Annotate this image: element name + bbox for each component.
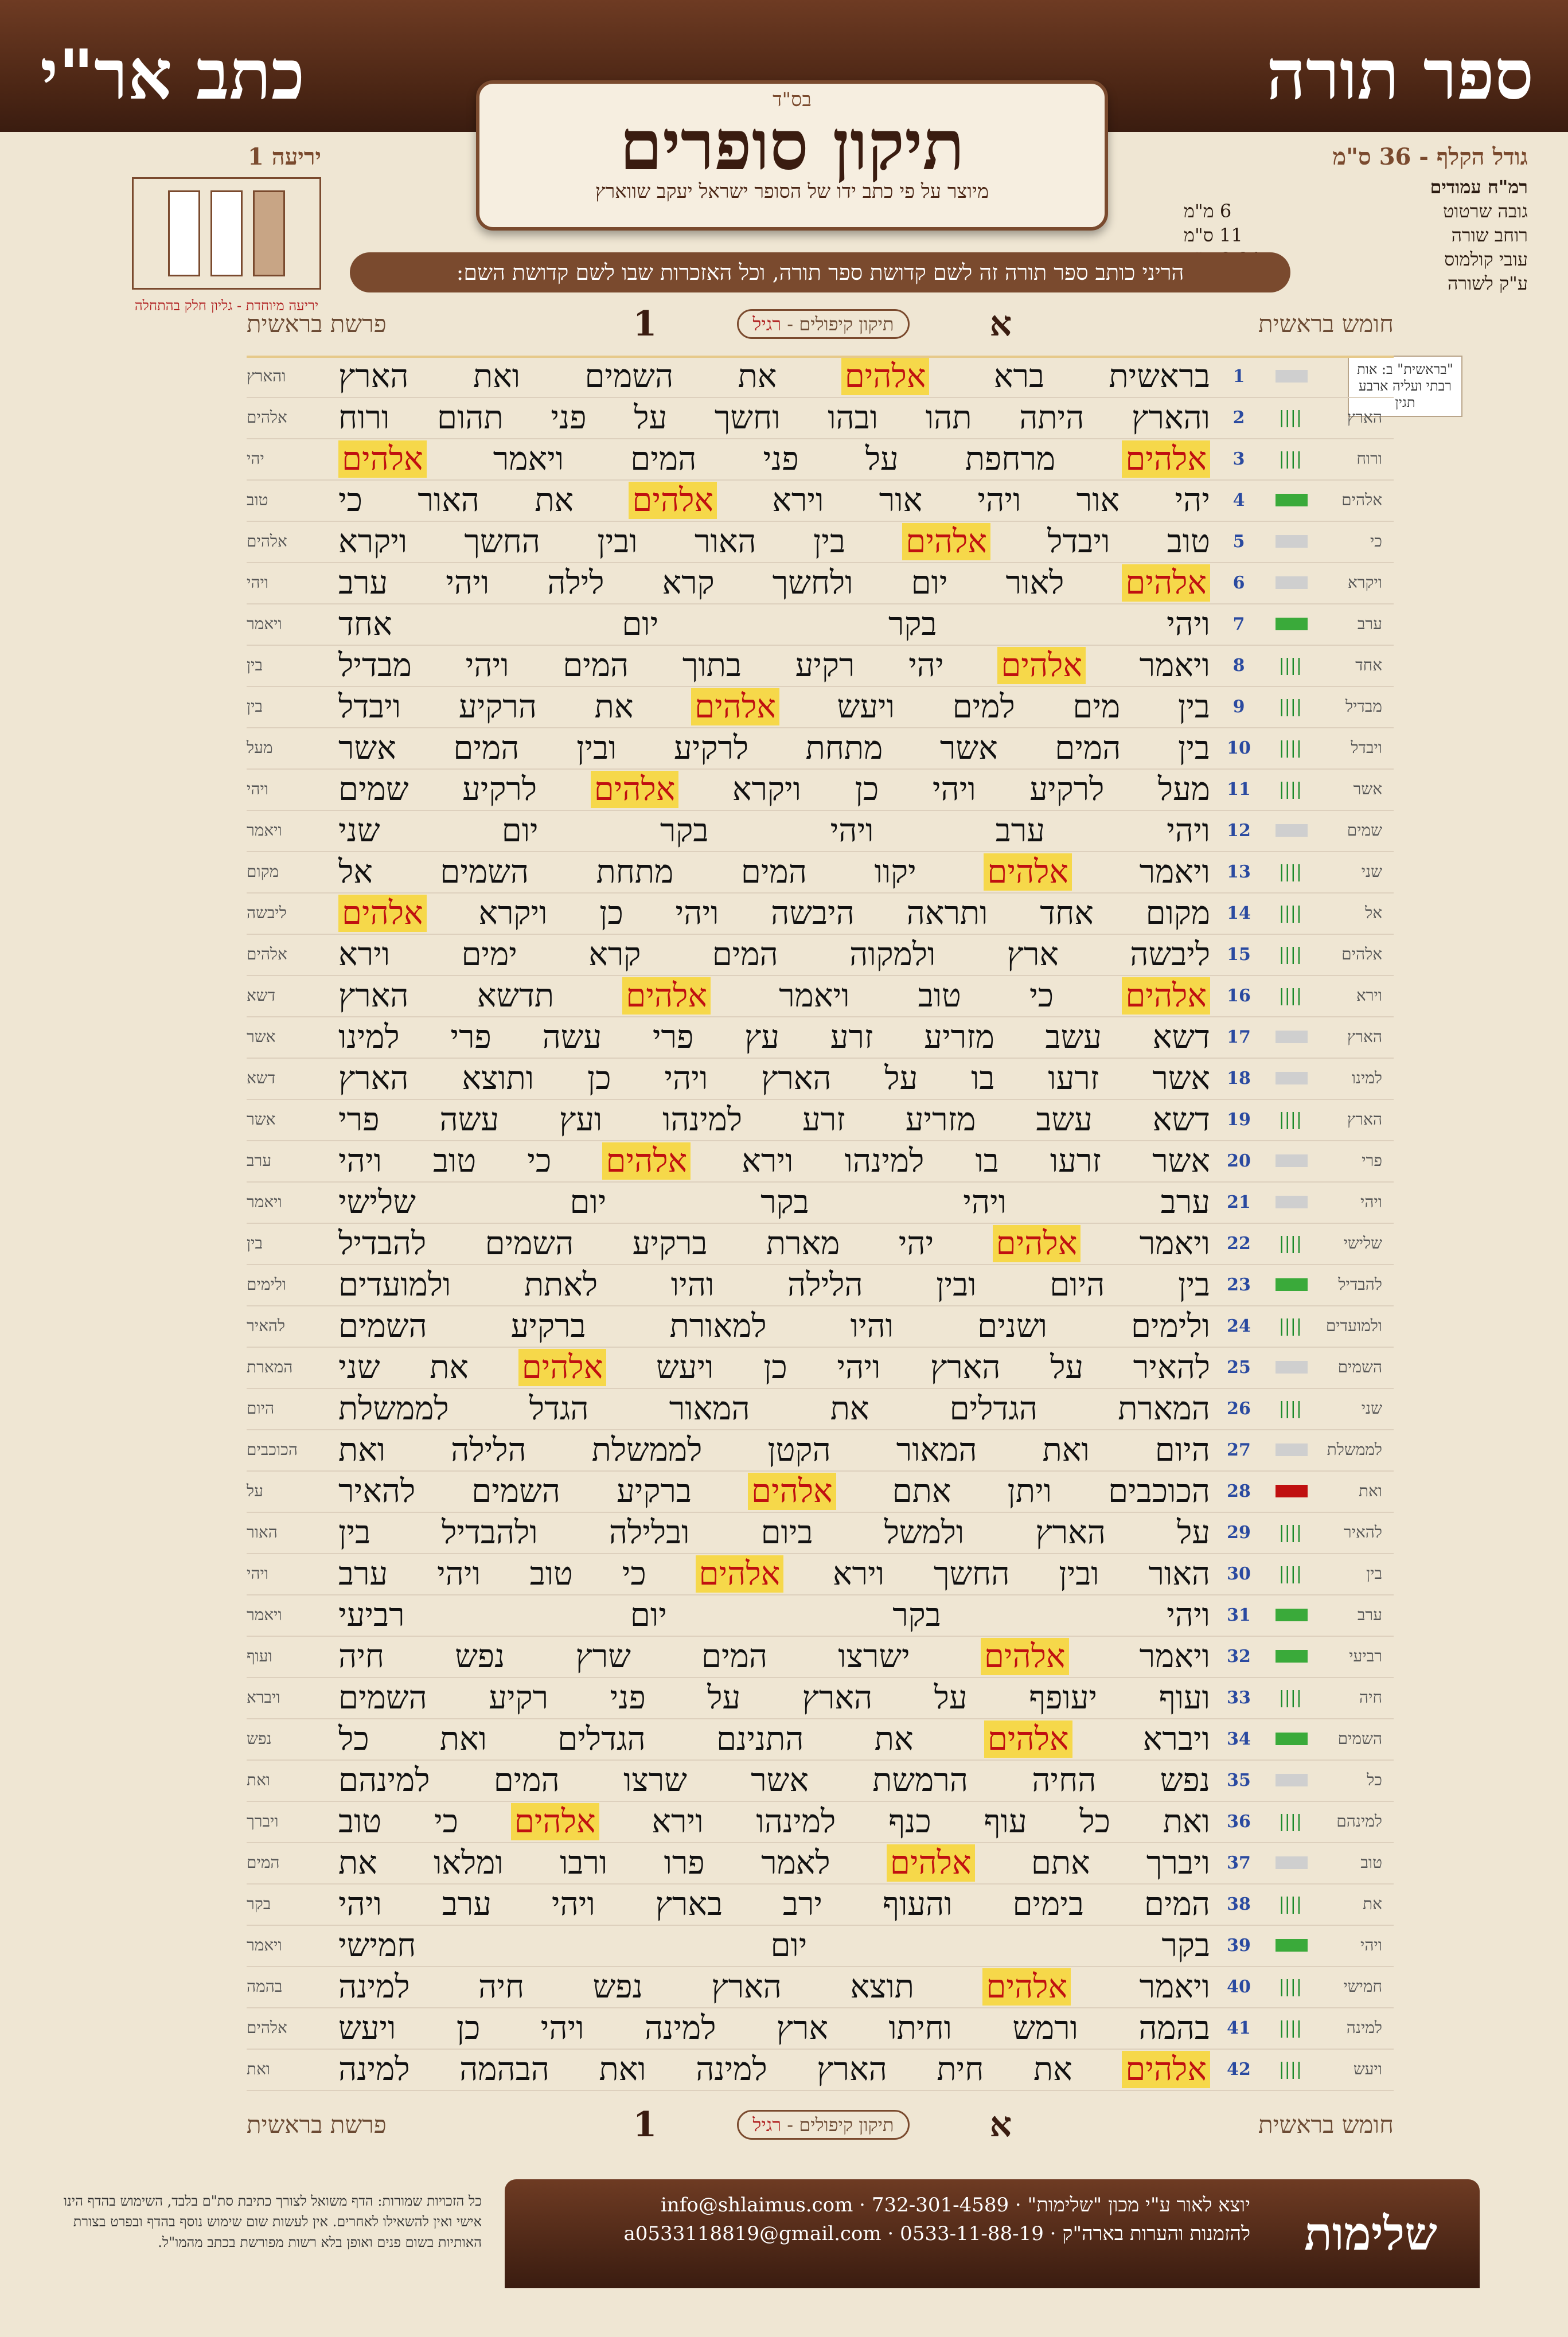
torah-text: ואת כל עוף כנף למינהו וירא אלהים כי טוב	[338, 1803, 1210, 1840]
catchword-left: מקום	[247, 862, 279, 881]
specs-title: גודל הקלף - 36 ס"מ	[1332, 143, 1528, 170]
line-status-mark	[1276, 1485, 1308, 1497]
torah-text: נפש החיה הרמשת אשר שרצו המים למינהם	[338, 1761, 1210, 1799]
catchword-left: ויברא	[247, 1688, 280, 1707]
footer-bar	[505, 2179, 1480, 2288]
line-status-bars: ||||	[1278, 1398, 1302, 1419]
text-line	[247, 1512, 1394, 1554]
catchword-right: ויקרא	[1347, 573, 1382, 592]
torah-text: ועוף יעופף על הארץ על פני רקיע השמים	[338, 1679, 1210, 1716]
contact-info	[623, 2191, 1250, 2248]
chumash-label: חומש בראשית	[1258, 310, 1394, 338]
line-number: 2	[1232, 407, 1245, 428]
catchword-left: דשא	[247, 1068, 276, 1087]
spec-row	[1184, 200, 1528, 222]
catchword-left: בין	[247, 697, 263, 716]
line-status-mark	[1276, 1031, 1308, 1043]
catchword-left: ועוף	[247, 1647, 272, 1665]
text-line	[247, 1677, 1394, 1719]
line-number: 38	[1227, 1894, 1251, 1914]
line-status-bars: ||||	[1278, 1687, 1302, 1708]
catchword-right: ואת	[1358, 1481, 1382, 1500]
line-status-mark	[1276, 1856, 1308, 1869]
fold-pill: תיקון קיפולים - רגיל	[737, 2110, 909, 2140]
line-number: 24	[1227, 1316, 1251, 1336]
line-status-bars: ||||	[1278, 738, 1302, 758]
line-status-mark	[1276, 370, 1308, 383]
text-line	[247, 727, 1394, 770]
catchword-right: שלישי	[1343, 1234, 1382, 1253]
catchword-left: בקר	[247, 1894, 271, 1913]
line-number: 21	[1227, 1192, 1251, 1212]
line-status-mark	[1276, 618, 1308, 630]
spec-value: 6 מ"מ	[1184, 200, 1232, 222]
torah-text: אלהים מרחפת על פני המים ויאמר אלהים	[338, 440, 1210, 478]
line-status-bars: ||||	[1278, 655, 1302, 676]
line-number: 14	[1227, 903, 1251, 923]
catchword-right: ולמועדים	[1325, 1316, 1382, 1335]
catchword-left: ויאמר	[247, 1936, 282, 1954]
torah-text: בהמה ורמש וחיתו ארץ למינה ויהי כן ויעש	[338, 2009, 1210, 2047]
torah-text: האור ובין החשך וירא אלהים כי טוב ויהי ערב	[338, 1555, 1210, 1593]
catchword-left: אשר	[247, 1110, 276, 1129]
text-line	[247, 810, 1394, 852]
text-line	[247, 1925, 1394, 1967]
title-plaque	[476, 80, 1108, 231]
column-number: 1	[633, 304, 657, 344]
text-line	[247, 356, 1394, 398]
line-status-bars: ||||	[1278, 1316, 1302, 1336]
text-line	[247, 1016, 1394, 1059]
catchword-right: מבדיל	[1345, 697, 1382, 716]
line-status-mark	[1276, 494, 1308, 506]
text-line	[247, 1883, 1394, 1926]
torah-text: דשא עשב מזריע זרע למינהו ועץ עשה פרי	[338, 1101, 1210, 1138]
text-line	[247, 1305, 1394, 1348]
line-number: 17	[1227, 1027, 1251, 1047]
catchword-right: להאיר	[1343, 1523, 1382, 1542]
torah-text: ערב ויהי בקר יום שלישי	[338, 1183, 1210, 1221]
catchword-left: ליבשה	[247, 903, 287, 922]
line-number: 42	[1227, 2059, 1251, 2079]
line-status-mark	[1276, 1650, 1308, 1663]
catchword-right: הארץ	[1347, 1027, 1382, 1046]
text-line	[247, 562, 1394, 604]
side-note: "בראשית" ב: אות רבתי ועליה ארבע תגין	[1348, 356, 1462, 417]
line-status-bars: ||||	[1278, 1894, 1302, 1914]
page-header-bottom	[247, 2105, 1394, 2145]
catchword-left: ולימים	[247, 1275, 287, 1294]
right-title: ספר תורה	[1266, 34, 1534, 115]
line-status-mark	[1276, 824, 1308, 837]
text-line	[247, 1718, 1394, 1761]
line-status-mark	[1276, 1609, 1308, 1621]
declaration-banner: הריני כותב ספר תורה זה לשם קדושת ספר תורה, וכל האזכרות שבו לשם קדושת השם:	[350, 252, 1290, 292]
column-letter: א	[989, 2105, 1012, 2145]
catchword-left: ויהי	[247, 779, 268, 798]
torah-text: הכוכבים ויתן אתם אלהים ברקיע השמים להאיר	[338, 1472, 1210, 1510]
catchword-right: רביעי	[1349, 1647, 1382, 1665]
text-line	[247, 1140, 1394, 1183]
spec-key: רוחב שורה	[1451, 224, 1528, 246]
line-status-mark	[1276, 1154, 1308, 1167]
line-number: 41	[1227, 2018, 1251, 2038]
text-line	[247, 1759, 1394, 1802]
catchword-left: המארת	[247, 1357, 293, 1376]
text-line	[247, 1966, 1394, 2008]
line-number: 30	[1227, 1563, 1251, 1584]
catchword-left: אלהים	[247, 408, 287, 427]
line-status-bars: ||||	[1278, 779, 1302, 799]
catchword-left: אלהים	[247, 2018, 287, 2037]
line-number: 39	[1227, 1935, 1251, 1956]
catchword-right: אל	[1365, 903, 1382, 922]
line-number: 8	[1232, 655, 1245, 676]
text-line	[247, 1636, 1394, 1678]
line-number: 18	[1227, 1068, 1251, 1088]
torah-text: ויהי בקר יום רביעי	[338, 1596, 1210, 1634]
sheet-indicator	[132, 143, 321, 314]
line-status-bars: ||||	[1278, 2059, 1302, 2079]
catchword-right: לממשלת	[1327, 1440, 1382, 1459]
torah-text: דשא עשב מזריע זרע עץ פרי עשה פרי למינו	[338, 1018, 1210, 1056]
text-line	[247, 479, 1394, 522]
torah-text: אלהים את חית הארץ למינה ואת הבהמה למינה	[338, 2051, 1210, 2088]
torah-column	[247, 356, 1394, 2099]
line-number: 27	[1227, 1439, 1251, 1460]
line-number: 6	[1232, 572, 1245, 593]
line-status-mark	[1276, 1939, 1308, 1952]
catchword-right: ויהי	[1360, 1192, 1382, 1211]
catchword-left: והארץ	[247, 366, 286, 385]
text-line	[247, 975, 1394, 1017]
line-number: 4	[1232, 490, 1245, 510]
text-line	[247, 1842, 1394, 1885]
catchword-left: היום	[247, 1399, 275, 1418]
torah-text: ויהי ערב ויהי בקר יום שני	[338, 811, 1210, 849]
catchword-right: אלהים	[1341, 945, 1382, 963]
line-status-bars: ||||	[1278, 1976, 1302, 1997]
line-status-bars: ||||	[1278, 944, 1302, 965]
catchword-left: בין	[247, 1234, 263, 1253]
line-status-bars: ||||	[1278, 1522, 1302, 1543]
line-number: 23	[1227, 1274, 1251, 1295]
line-status-mark	[1276, 535, 1308, 548]
text-line	[247, 851, 1394, 894]
line-status-mark	[1276, 1774, 1308, 1786]
line-status-bars: ||||	[1278, 1109, 1302, 1130]
catchword-right: וירא	[1356, 986, 1382, 1005]
line-number: 26	[1227, 1398, 1251, 1419]
torah-text: טוב ויבדל אלהים בין האור ובין החשך ויקרא	[338, 522, 1210, 560]
catchword-right: את	[1363, 1894, 1382, 1913]
catchword-left: על	[247, 1481, 263, 1500]
text-line	[247, 768, 1394, 811]
catchword-right: כי	[1370, 532, 1382, 551]
catchword-right: אלהים	[1341, 490, 1382, 509]
line-number: 7	[1232, 614, 1245, 634]
line-number: 11	[1227, 779, 1251, 799]
catchword-right: בין	[1366, 1564, 1382, 1583]
torah-text: ויאמר אלהים יהי רקיע בתוך המים ויהי מבדיל	[338, 646, 1210, 684]
line-number: 13	[1227, 861, 1251, 882]
catchword-right: הארץ	[1347, 1110, 1382, 1129]
catchword-left: המים	[247, 1853, 280, 1872]
parsha-label: פרשת בראשית	[247, 310, 387, 338]
torah-text: על הארץ ולמשל ביום ובלילה ולהבדיל בין	[338, 1513, 1210, 1551]
catchword-left: בין	[247, 656, 263, 674]
catchword-right: שני	[1361, 1399, 1382, 1418]
line-status-bars: ||||	[1278, 2018, 1302, 2038]
line-number: 22	[1227, 1233, 1251, 1254]
line-number: 28	[1227, 1481, 1251, 1501]
line-status-bars: ||||	[1278, 448, 1302, 469]
catchword-left: נפש	[247, 1729, 272, 1748]
text-line	[247, 1264, 1394, 1306]
catchword-right: ורוח	[1356, 449, 1382, 468]
line-status-mark	[1276, 1072, 1308, 1084]
spec-row	[1184, 224, 1528, 246]
line-number: 3	[1232, 448, 1245, 469]
torah-text: אשר זרעו בו למינהו וירא אלהים כי טוב ויהי	[338, 1142, 1210, 1180]
text-line	[247, 645, 1394, 687]
subtitle: מיוצר על פי כתב ידו של הסופר ישראל יעקב שווארץ	[595, 180, 989, 203]
line-number: 10	[1227, 738, 1251, 758]
line-status-bars: ||||	[1278, 1811, 1302, 1832]
column-number: 1	[633, 2105, 657, 2145]
text-line	[247, 1223, 1394, 1265]
torah-text: אשר זרעו בו על הארץ ויהי כן ותוצא הארץ	[338, 1059, 1210, 1097]
torah-text: המים בימים והעוף ירב בארץ ויהי ערב ויהי	[338, 1885, 1210, 1923]
catchword-left: אלהים	[247, 532, 287, 551]
text-line	[247, 1470, 1394, 1513]
catchword-left: ויאמר	[247, 614, 282, 633]
text-line	[247, 686, 1394, 728]
catchword-right: ויהי	[1360, 1936, 1382, 1954]
text-line	[247, 1429, 1394, 1472]
catchword-left: טוב	[247, 490, 268, 509]
line-number: 9	[1232, 696, 1245, 717]
line-number: 35	[1227, 1770, 1251, 1790]
catchword-right: למינו	[1351, 1068, 1382, 1087]
contact-line-2[interactable]: להזמנות והערות בארה"ק · 0533-11-88-19 · a0533118819@gmail.com	[623, 2222, 1250, 2245]
left-title: כתב אר"י	[40, 34, 305, 115]
line-status-bars: ||||	[1278, 903, 1302, 923]
catchword-right: ערב	[1357, 614, 1382, 633]
catchword-left: ויהי	[247, 573, 268, 592]
sheet-label: יריעה 1	[247, 143, 321, 170]
catchword-left: ויאמר	[247, 821, 282, 840]
catchword-right: שמים	[1347, 821, 1382, 840]
torah-text: בין היום ובין הלילה והיו לאתת ולמועדים	[338, 1266, 1210, 1304]
line-status-mark	[1276, 1443, 1308, 1456]
line-number: 16	[1227, 985, 1251, 1006]
text-line	[247, 1181, 1394, 1224]
line-number: 32	[1227, 1646, 1251, 1667]
spec-value: 11 ס"מ	[1184, 224, 1243, 246]
line-number: 34	[1227, 1729, 1251, 1749]
catchword-left: יהי	[247, 449, 264, 468]
line-number: 29	[1227, 1522, 1251, 1543]
line-number: 37	[1227, 1852, 1251, 1873]
catchword-left: הכוכבים	[247, 1440, 298, 1459]
text-line	[247, 892, 1394, 935]
torah-text: להאיר על הארץ ויהי כן ויעש אלהים את שני	[338, 1348, 1210, 1386]
catchword-right: חיה	[1359, 1688, 1382, 1707]
torah-text: אלהים כי טוב ויאמר אלהים תדשא הארץ	[338, 977, 1210, 1015]
torah-text: ויהי בקר יום אחד	[338, 605, 1210, 643]
line-status-mark	[1276, 1361, 1308, 1374]
line-number: 40	[1227, 1976, 1251, 1997]
torah-text: בין מים למים ויעש אלהים את הרקיע ויבדל	[338, 688, 1210, 725]
contact-line-1[interactable]: יוצא לאור ע"י מכון "שלימות" · 732-301-4589 · info@shlaimus.com	[661, 2194, 1250, 2217]
line-number: 36	[1227, 1811, 1251, 1832]
column-icon	[168, 190, 200, 276]
line-status-bars: ||||	[1278, 861, 1302, 882]
line-status-bars: ||||	[1278, 1233, 1302, 1254]
torah-text: ויאמר אלהים תוצא הארץ נפש חיה למינה	[338, 1968, 1210, 2006]
line-status-mark	[1276, 576, 1308, 589]
column-icon	[210, 190, 243, 276]
catchword-right: חמישי	[1343, 1977, 1382, 1996]
line-number: 12	[1227, 820, 1251, 841]
column-icon	[253, 190, 285, 276]
catchword-left: ואת	[247, 1770, 271, 1789]
disclaimer: כל הזכויות שמורות: הדף משואל לצורך כתיבת סת"ם בלבד, השימוש בהדף הינו אישי ואין להשאילו לאחרים. אין לעשות שום שימוש נוסף בהדף ובפרט בצורת האותיות בשום פנים ואופן בלא רשות מפורשת בכתב מהמו"ל.	[63, 2193, 482, 2250]
catchword-right: למינה	[1346, 2018, 1382, 2037]
catchword-right: שני	[1361, 862, 1382, 881]
catchword-left: ואת	[247, 2059, 271, 2078]
spec-key: גובה שרטוט	[1443, 200, 1528, 222]
text-line	[247, 2007, 1394, 2050]
catchword-left: אלהים	[247, 945, 287, 963]
parsha-label: פרשת בראשית	[247, 2110, 387, 2139]
bsd-label: בס"ד	[773, 88, 812, 111]
torah-text: יהי אור ויהי אור וירא אלהים את האור כי	[338, 481, 1210, 519]
text-line	[247, 1058, 1394, 1100]
line-number: 25	[1227, 1357, 1251, 1378]
torah-text: בקר יום חמישי	[338, 1926, 1210, 1964]
spec-key: ע"ק לשורה	[1447, 272, 1528, 294]
sheet-note: יריעה מיוחדת - גליון חלק בהתחלה	[134, 298, 319, 314]
catchword-left: אשר	[247, 1027, 276, 1046]
column-letter: א	[989, 304, 1012, 344]
catchword-right: ויבדל	[1351, 738, 1382, 757]
catchword-left: ויאמר	[247, 1192, 282, 1211]
line-number: 15	[1227, 944, 1251, 965]
torah-text: היום ואת המאור הקטן לממשלת הלילה ואת	[338, 1431, 1210, 1469]
text-line	[247, 1099, 1394, 1141]
line-status-bars: ||||	[1278, 696, 1302, 717]
catchword-right: הארץ	[1347, 408, 1382, 427]
text-line	[247, 1801, 1394, 1843]
catchword-left: ויהי	[247, 1564, 268, 1583]
catchword-left: האור	[247, 1523, 278, 1542]
line-number: 31	[1227, 1605, 1251, 1625]
line-status-bars: ||||	[1278, 985, 1302, 1006]
torah-text: אלהים לאור יום ולחשך קרא לילה ויהי ערב	[338, 564, 1210, 602]
catchword-right: אחד	[1355, 656, 1382, 674]
fold-pill: תיקון קיפולים - רגיל	[737, 309, 909, 339]
catchword-right: ויעש	[1353, 2059, 1382, 2078]
catchword-left: ויאמר	[247, 1605, 282, 1624]
torah-text: מעל לרקיע ויהי כן ויקרא אלהים לרקיע שמים	[338, 770, 1210, 808]
torah-text: ויברך אתם אלהים לאמר פרו ורבו ומלאו את	[338, 1844, 1210, 1882]
line-status-mark	[1276, 1278, 1308, 1291]
text-line	[247, 2049, 1394, 2091]
catchword-right: אשר	[1353, 779, 1382, 798]
text-line	[247, 603, 1394, 646]
line-number: 1	[1232, 366, 1245, 387]
catchword-left: להאיר	[247, 1316, 286, 1335]
line-status-mark	[1276, 1733, 1308, 1745]
torah-text: מקום אחד ותראה היבשה ויהי כן ויקרא אלהים	[338, 895, 1210, 932]
catchword-left: מעל	[247, 738, 273, 757]
page-header-top	[247, 304, 1394, 344]
torah-text: והארץ היתה תהו ובהו וחשך על פני תהום ורוח	[338, 399, 1210, 436]
line-status-bars: ||||	[1278, 1563, 1302, 1584]
catchword-right: השמים	[1337, 1729, 1382, 1748]
text-line	[247, 521, 1394, 563]
catchword-right: השמים	[1337, 1357, 1382, 1376]
text-line	[247, 1553, 1394, 1595]
main-title: תיקון סופרים	[619, 105, 965, 186]
catchword-left: ערב	[247, 1151, 272, 1170]
torah-text: המארת הגדלים את המאור הגדל לממשלת	[338, 1390, 1210, 1427]
text-line	[247, 1347, 1394, 1389]
torah-text: בין המים אשר מתחת לרקיע ובין המים אשר	[338, 729, 1210, 767]
catchword-right: פרי	[1362, 1151, 1382, 1170]
line-number: 33	[1227, 1687, 1251, 1708]
catchword-right: ערב	[1357, 1605, 1382, 1624]
catchword-right: למינהם	[1336, 1812, 1382, 1831]
line-status-bars: ||||	[1278, 407, 1302, 428]
torah-text: ויאמר אלהים יהי מארת ברקיע השמים להבדיל	[338, 1224, 1210, 1262]
text-line	[247, 438, 1394, 481]
line-number: 19	[1227, 1109, 1251, 1130]
torah-text: ויברא אלהים את התנינם הגדלים ואת כל	[338, 1720, 1210, 1758]
catchword-left: דשא	[247, 986, 276, 1005]
logo: שלימות	[1304, 2206, 1437, 2261]
torah-text: ולימים ושנים והיו למאורת ברקיע השמים	[338, 1307, 1210, 1345]
torah-text: ויאמר אלהים ישרצו המים שרץ נפש חיה	[338, 1637, 1210, 1675]
text-line	[247, 1594, 1394, 1637]
specs-head: רמ"ח עמודים	[1430, 176, 1528, 198]
text-line	[247, 1388, 1394, 1430]
torah-text: ויאמר אלהים יקוו המים מתחת השמים אל	[338, 853, 1210, 891]
text-line	[247, 934, 1394, 976]
catchword-left: בהמה	[247, 1977, 283, 1996]
catchword-left: ויברך	[247, 1812, 279, 1831]
sheet-columns	[132, 177, 321, 290]
text-line	[247, 397, 1394, 439]
catchword-right: טוב	[1360, 1853, 1382, 1872]
torah-text: ליבשה ארץ ולמקוה המים קרא ימים וירא	[338, 935, 1210, 973]
catchword-right: כל	[1367, 1770, 1382, 1789]
line-number: 20	[1227, 1150, 1251, 1171]
line-status-mark	[1276, 1196, 1308, 1208]
line-number: 5	[1232, 531, 1245, 552]
torah-text: בראשית ברא אלהים את השמים ואת הארץ	[338, 357, 1210, 395]
chumash-label: חומש בראשית	[1258, 2110, 1394, 2139]
spec-key: עובי קולמוס	[1444, 248, 1528, 270]
catchword-right: להבדיל	[1338, 1275, 1382, 1294]
